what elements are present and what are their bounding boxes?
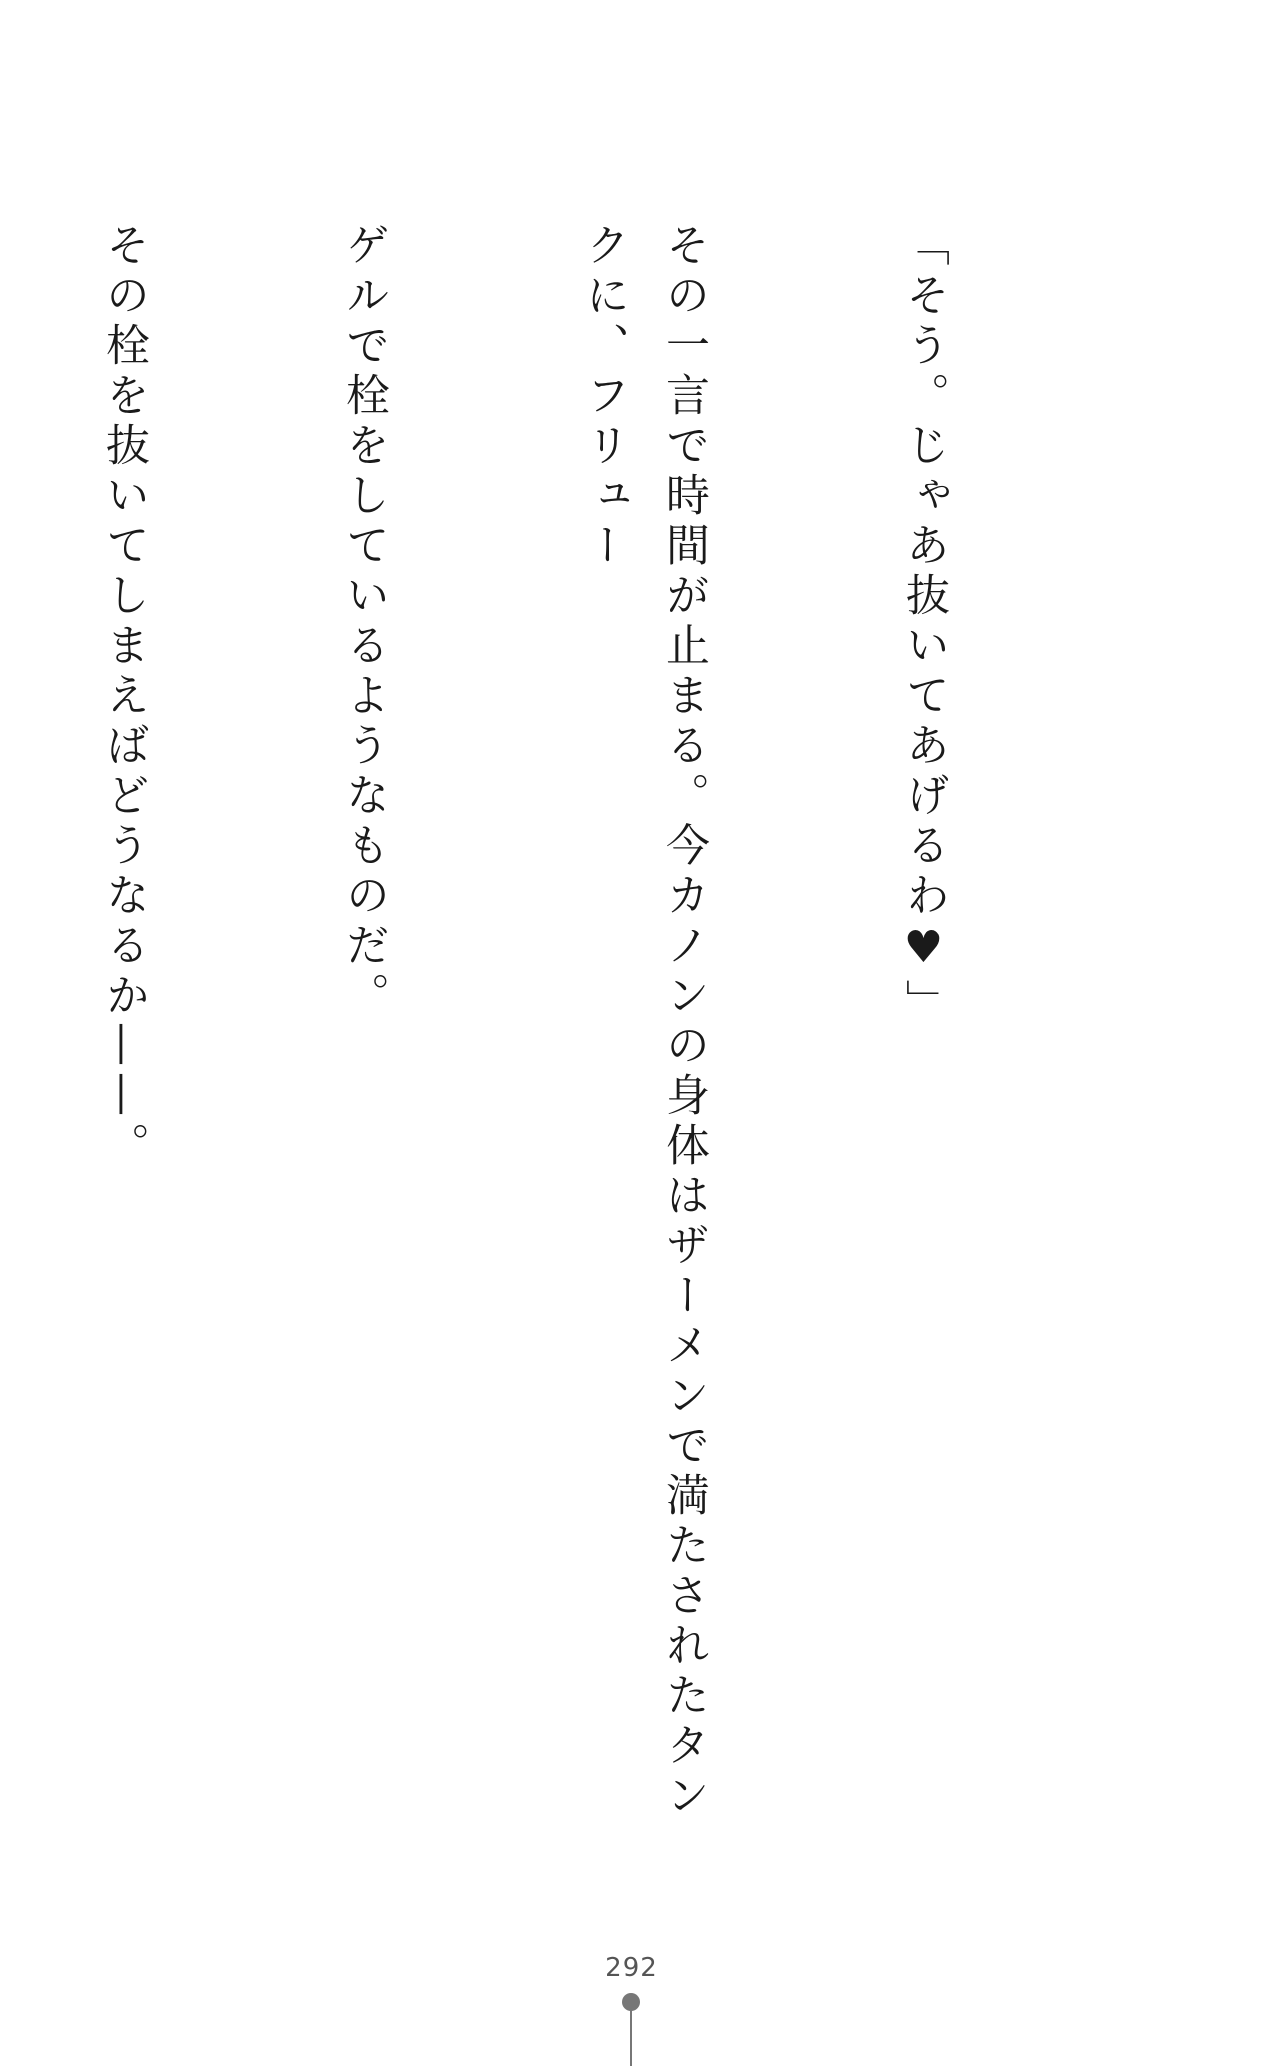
text-line-3: ゲルで栓をしているようなものだ。 (338, 222, 389, 1022)
page-number: 292 (605, 1953, 658, 1983)
text-line-4: その栓を抜いてしまえばどうなるか——。 (98, 222, 149, 1172)
vertical-text-body (0, 222, 1123, 1842)
text-line-1: 「そう。じゃあ抜いてあげるわ♥」 (898, 222, 949, 1029)
page-marker-line (630, 2010, 632, 2066)
text-line-2: その一言で時間が止まる。今カノンの身体はザーメンで満たされたタンクに、フリュー (578, 222, 709, 1822)
page-marker-dot (622, 1993, 640, 2011)
